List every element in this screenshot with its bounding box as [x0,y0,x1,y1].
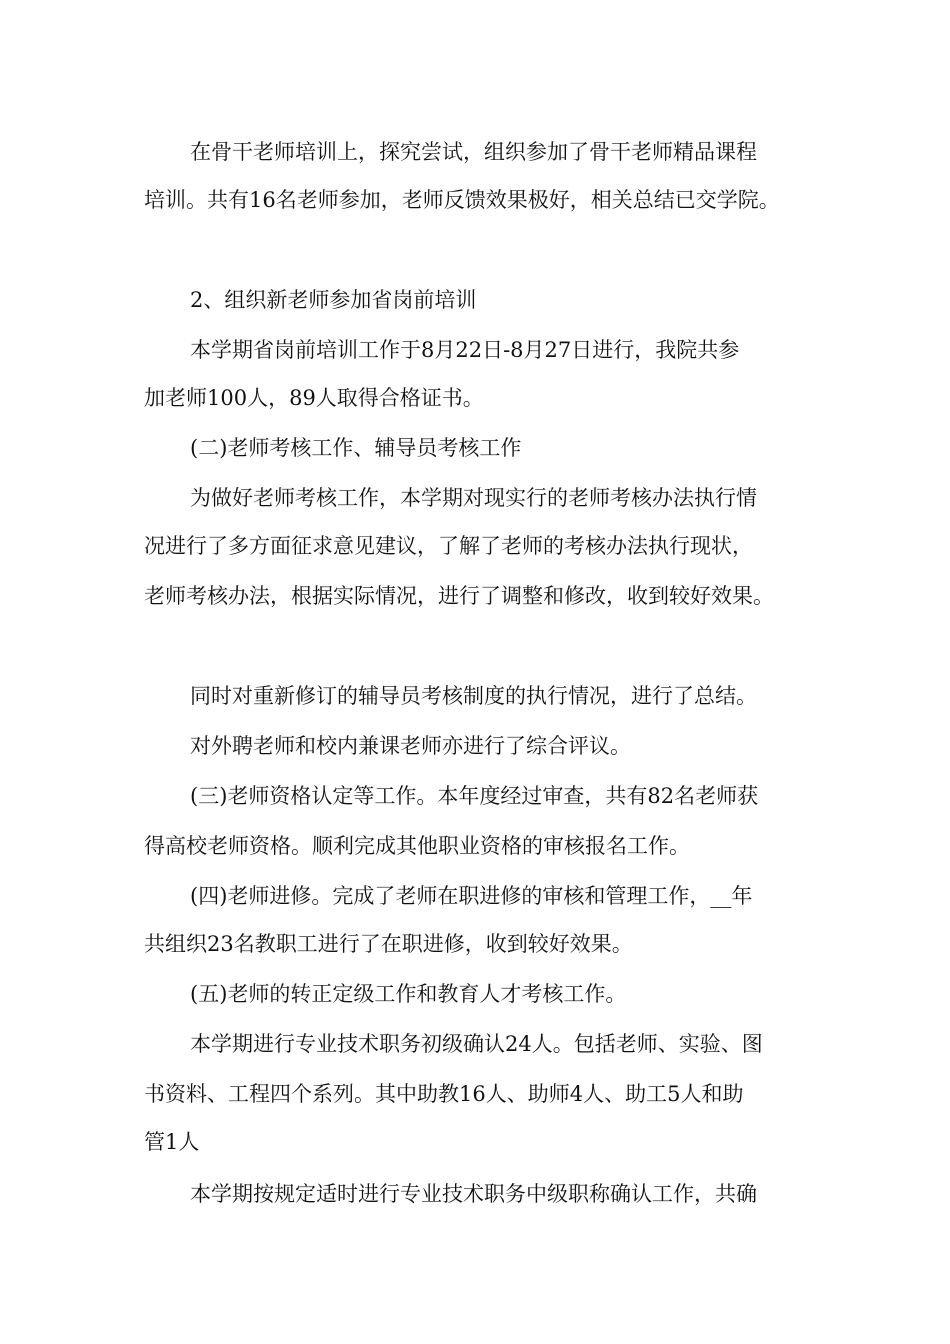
section-heading: 2、组织新老师参加省岗前培训 [190,288,477,312]
paragraph-line: (四)老师进修。完成了老师在职进修的审核和管理工作，__年 [190,884,753,908]
paragraph-line: 同时对重新修订的辅导员考核制度的执行情况，进行了总结。 [190,684,757,708]
paragraph-line: 加老师100人，89人取得合格证书。 [144,386,484,410]
paragraph-line: (三)老师资格认定等工作。本年度经过审查，共有82名老师获 [190,784,759,808]
paragraph-line: 培训。共有16名老师参加，老师反馈效果极好，相关总结已交学院。 [144,188,780,212]
paragraph-line: 老师考核办法，根据实际情况，进行了调整和修改，收到较好效果。 [144,584,774,608]
paragraph-line: 为做好老师考核工作，本学期对现实行的老师考核办法执行情 [190,486,757,510]
paragraph-line: 得高校老师资格。顺利完成其他职业资格的审核报名工作。 [144,834,690,858]
section-heading: (二)老师考核工作、辅导员考核工作 [190,436,522,460]
paragraph-line: 本学期按规定适时进行专业技术职务中级职称确认工作，共确 [190,1182,757,1206]
paragraph-line: 对外聘老师和校内兼课老师亦进行了综合评议。 [190,734,631,758]
paragraph-line: 况进行了多方面征求意见建议，了解了老师的考核办法执行现状， [144,534,753,558]
paragraph-line: 本学期省岗前培训工作于8月22日-8月27日进行，我院共参 [190,338,740,362]
paragraph-line: 管1人 [144,1130,200,1154]
paragraph-line: 在骨干老师培训上，探究尝试，组织参加了骨干老师精品课程 [190,140,757,164]
paragraph-line: 共组织23名教职工进行了在职进修，收到较好效果。 [144,932,633,956]
section-heading: (五)老师的转正定级工作和教育人才考核工作。 [190,982,627,1006]
paragraph-line: 书资料、工程四个系列。其中助教16人、助师4人、助工5人和助 [144,1082,744,1106]
paragraph-line: 本学期进行专业技术职务初级确认24人。包括老师、实验、图 [190,1032,763,1056]
